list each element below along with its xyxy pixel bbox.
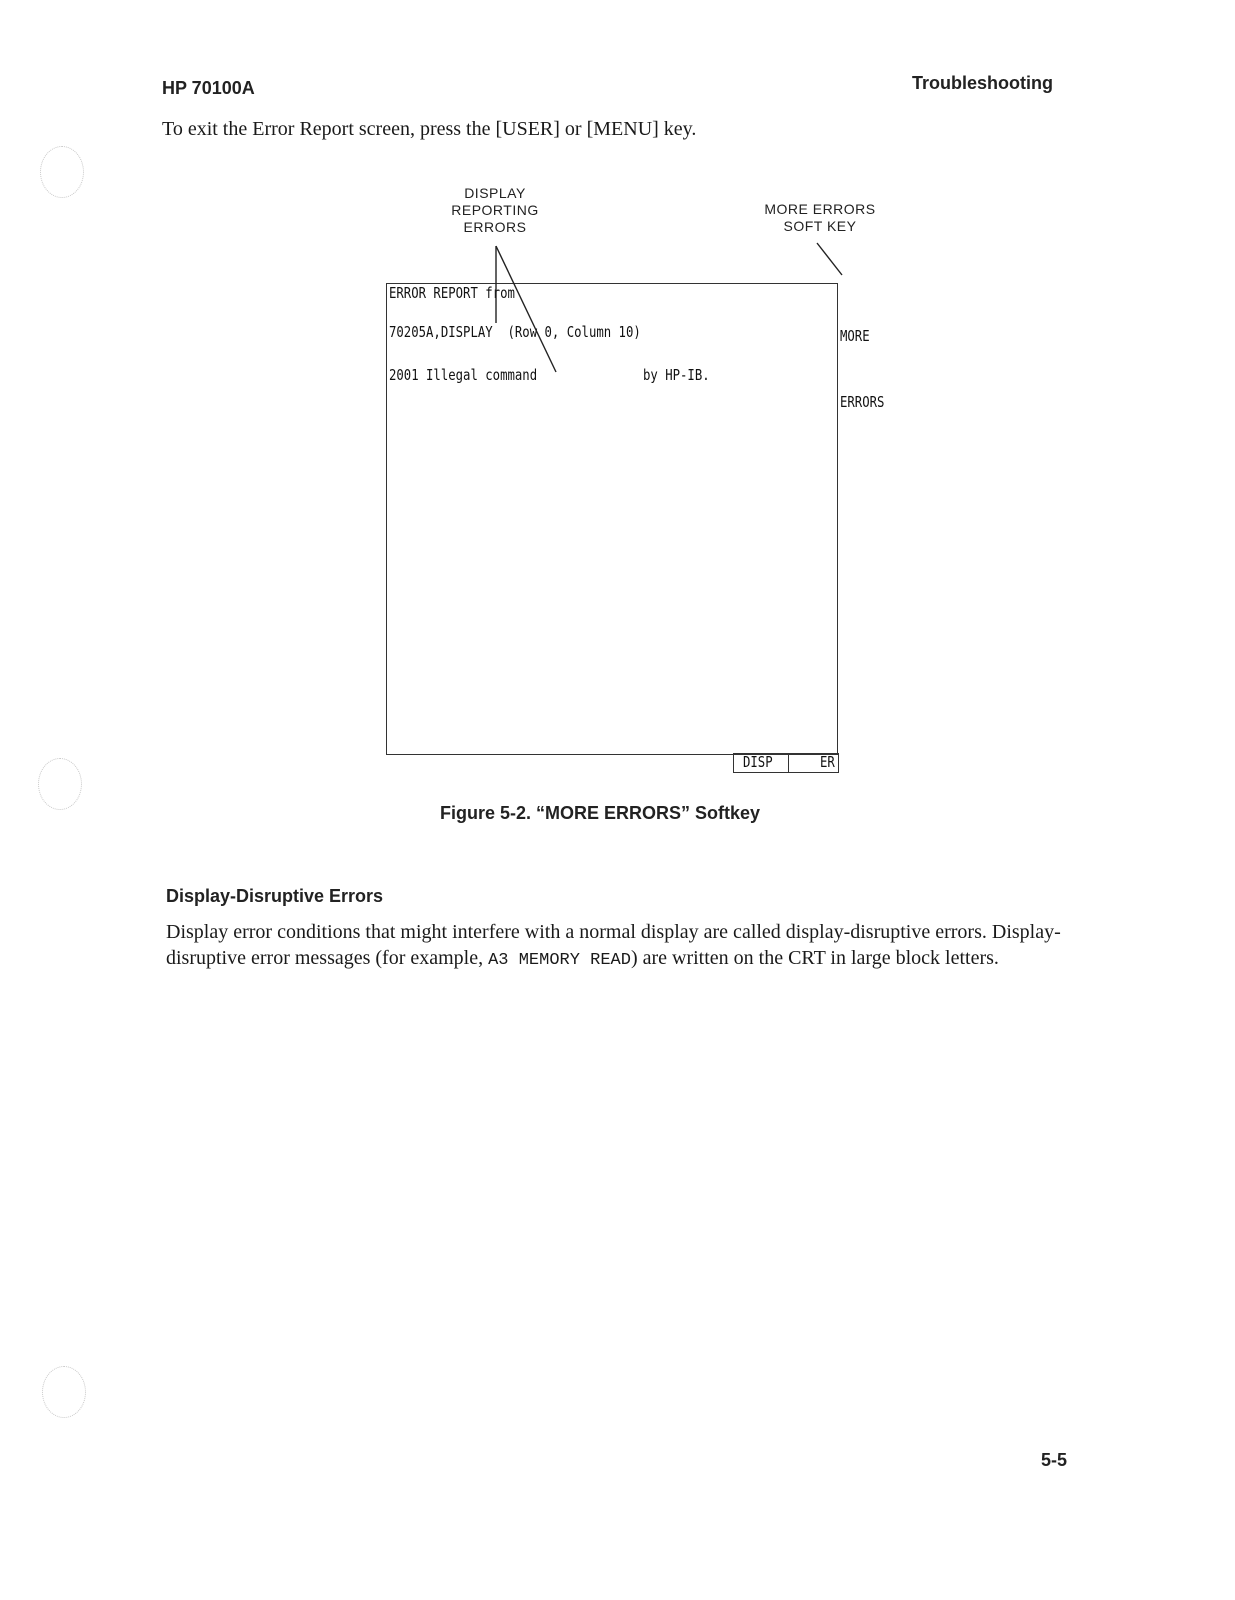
callout-right-line-1: MORE ERRORS <box>764 201 876 217</box>
section-title-header: Troubleshooting <box>912 73 1053 93</box>
screen-line-source: 70205A,DISPLAY (Row 0, Column 10) <box>389 323 641 341</box>
callout-left-line-2: REPORTING <box>451 202 539 218</box>
callout-left-line-3: ERRORS <box>463 219 527 235</box>
leader-left-diagonal <box>496 246 556 372</box>
section-paragraph <box>166 919 1071 974</box>
screen-line-error-message: 2001 Illegal command <box>389 366 538 384</box>
callout-right-line-2: SOFT KEY <box>783 218 857 234</box>
screen-tab-disp: DISP <box>743 753 773 771</box>
softkey-label-line-1: MORE <box>840 327 870 345</box>
paragraph-code-example: A3 MEMORY READ <box>488 951 631 970</box>
leader-right-diagonal <box>817 243 842 275</box>
screen-tab-er: ER <box>820 753 835 771</box>
document-id-header: HP 70100A <box>162 78 255 98</box>
paragraph-text-end: ) are written on the CRT in large block letters. <box>630 947 999 969</box>
paragraph-text-start: Display error conditions that might interfere with a normal display are called display-disruptive errors. Display-disruptive error messages (for example, <box>166 921 1061 969</box>
screen-line-error-report: ERROR REPORT from <box>389 284 515 302</box>
figure-caption: Figure 5-2. “MORE ERRORS” Softkey <box>440 803 761 823</box>
screen-line-error-origin: by HP-IB. <box>643 366 710 384</box>
page-number: 5-5 <box>1041 1450 1068 1470</box>
callout-left-line-1: DISPLAY <box>464 185 526 201</box>
softkey-label-line-2: ERRORS <box>840 393 885 411</box>
section-heading: Display-Disruptive Errors <box>166 886 384 906</box>
intro-text: To exit the Error Report screen, press the [USER] or [MENU] key. <box>162 118 697 140</box>
